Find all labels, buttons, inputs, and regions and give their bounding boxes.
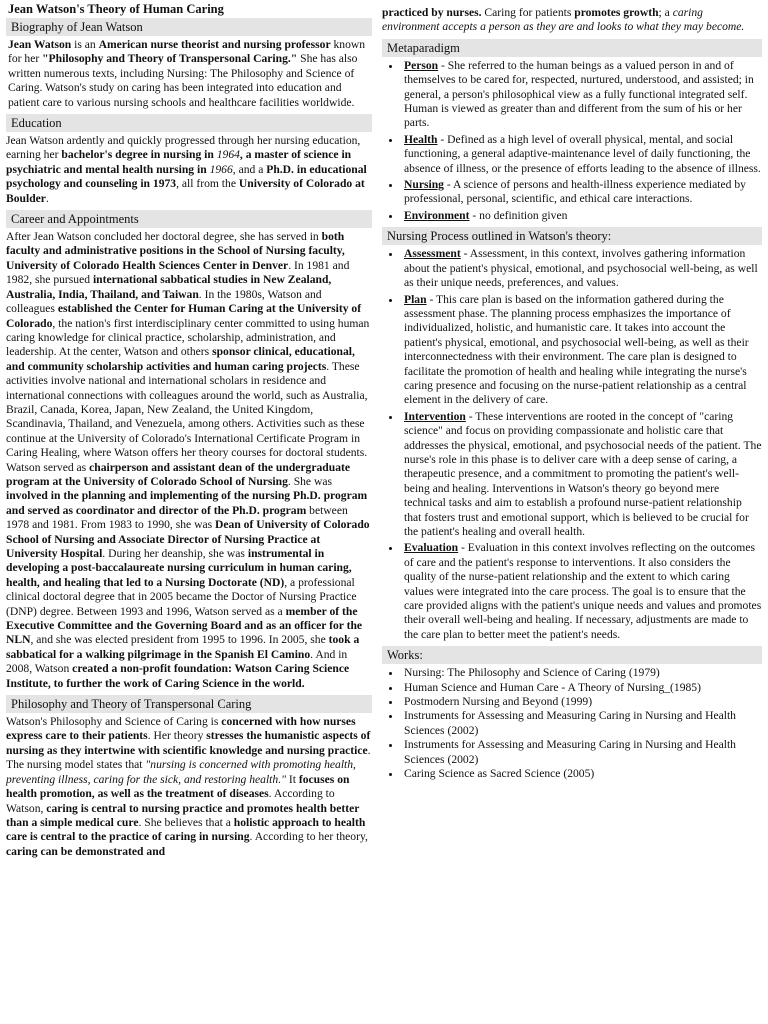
list-item-term: Health xyxy=(404,132,438,146)
list-item-term: Evaluation xyxy=(404,541,459,555)
philosophy-continuation: practiced by nurses. Caring for patients promotes growth; a caring environment accepts a person as they are and looks to what they may become. xyxy=(382,6,745,34)
list-item-term: Nursing xyxy=(404,178,444,192)
list-item-term: Environment xyxy=(404,208,470,222)
works-list-item: • Human Science and Human Care - A Theory of Nursing_(1985) xyxy=(402,681,762,695)
biography-paragraph: Jean Watson is an American nurse theorist and nursing professor known for her "Philosophy and Theory of Transpersonal Caring." She has also written numerous texts, including Nursing: The Philosophy and Science of Caring. Watson's study on caring has been integrated into education and patient care to various nursing schools and healthcare facilities worldwide. xyxy=(8,38,366,109)
section-heading-works: Works: xyxy=(382,646,762,664)
education-paragraph: Jean Watson ardently and quickly progressed through her nursing education, earning her bachelor's degree in nursing in 1964, a master of science in psychiatric and mental health nursing in 1966, and a Ph.D. in educational psychology and counseling in 1973, all from the University of Colorado at Boulder. xyxy=(6,134,367,205)
left-column xyxy=(6,0,372,863)
list-item-term: Assessment xyxy=(404,247,461,261)
right-column xyxy=(382,0,762,786)
section-heading-nursing-process: Nursing Process outlined in Watson's theory: xyxy=(382,227,762,245)
list-item: • Health - Defined as a high level of overall physical, mental, and social functioning, a general adaptive-maintenance level of daily functioning, the absence of illness, or the presence of efforts leading to the absence of illness. xyxy=(402,133,762,176)
works-list-item: • Instruments for Assessing and Measuring Caring in Nursing and Health Sciences (2002) xyxy=(402,738,762,767)
section-heading-career: Career and Appointments xyxy=(6,210,372,228)
list-item: • Person - She referred to the human beings as a valued person in and of themselves to be cared for, respected, nurtured, understood, and assisted; in general, a person's philosophical view as a fully functional integrated self. Human is viewed as greater than and different from the sum of his or her parts. xyxy=(402,59,762,131)
nursing-process-list xyxy=(382,247,762,642)
metaparadigm-list xyxy=(382,59,762,223)
works-list-item: • Instruments for Assessing and Measuring Caring in Nursing and Health Sciences (2002) xyxy=(402,709,762,738)
career-paragraph: After Jean Watson concluded her doctoral degree, she has served in both faculty and administrative positions in the School of Nursing faculty, University of Colorado Health Sciences Center in Denver. In 1981 and 1982, she pursued international sabbatical studies in New Zealand, Australia, India, Thailand, and Taiwan. In the 1980s, Watson and colleagues established the Center for Human Caring at the University of Colorado, the nation's first interdisciplinary center committed to using human caring knowledge for clinical practice, scholarship, administration, and leadership. At the center, Watson and others sponsor clinical, educational, and community scholarship activities and human caring projects. These activities involve national and international scholars in residence and international connections with colleagues around the world, such as Australia, Brazil, Canada, Korea, Japan, New Zealand, the United Kingdom, Scandinavia, Thailand, and Venezuela, among others. Activities such as these continue at the University of Colorado's International Certificate Program in Caring Healing, where Watson offers her theory courses for doctoral students. Watson served as chairperson and assistant dean of the undergraduate program at the University of Colorado School of Nursing. She was involved in the planning and implementing of the nursing Ph.D. program and served as coordinator and director of the Ph.D. program between 1978 and 1981. From 1983 to 1990, she was Dean of University of Colorado School of Nursing and Associate Director of Nursing Practice at University Hospital. During her deanship, she was instrumental in developing a post-baccalaureate nursing curriculum in human caring, health, and healing that led to a Nursing Doctorate (ND), a professional clinical doctoral degree that in 2005 became the Doctor of Nursing Practice (DNP) degree. Between 1993 and 1996, Watson served as a member of the Executive Committee and the Governing Board and as an officer for the NLN, and she was elected president from 1995 to 1996. In 2005, she took a sabbatical for a walking pilgrimage in the Spanish El Camino. And in 2008, Watson created a non-profit foundation: Watson Caring Science Institute, to further the work of Caring Science in the world. xyxy=(6,230,370,690)
section-heading-metaparadigm: Metaparadigm xyxy=(382,39,762,57)
list-item-term: Person xyxy=(404,58,439,72)
list-item: • Evaluation - Evaluation in this context involves reflecting on the outcomes of care and the patient's response to interventions. It also considers the quality of the nurse-patient relationship and the extent to which caring values were integrated into the care process. The goal is to ensure that the care provided aligns with the patient's unique needs and values and promotes their overall well-being and healing. If necessary, adjustments are made to the care plan to better meet the patient's needs. xyxy=(402,541,762,642)
philosophy-paragraph: Watson's Philosophy and Science of Caring is concerned with how nurses express care to their patients. Her theory stresses the humanistic aspects of nursing as they intertwine with scientific knowledge and nursing practice. The nursing model states that "nursing is concerned with promoting health, preventing illness, caring for the sick, and restoring health." It focuses on health promotion, as well as the treatment of diseases. According to Watson, caring is central to nursing practice and promotes health better than a simple medical cure. She believes that a holistic approach to health care is central to the practice of caring in nursing. According to her theory, caring can be demonstrated and xyxy=(6,715,371,858)
list-item-term: Plan xyxy=(404,292,427,306)
list-item: • Nursing - A science of persons and health-illness experience mediated by professional, personal, scientific, and ethical care interactions. xyxy=(402,178,762,207)
works-list-item: • Postmodern Nursing and Beyond (1999) xyxy=(402,695,762,709)
section-heading-biography: Biography of Jean Watson xyxy=(6,18,372,36)
section-heading-philosophy: Philosophy and Theory of Transpersonal Caring xyxy=(6,695,372,713)
list-item: • Environment - no definition given xyxy=(402,209,762,223)
works-list xyxy=(382,666,762,781)
works-list-item: • Caring Science as Sacred Science (2005) xyxy=(402,767,762,781)
list-item: • Intervention - These interventions are rooted in the concept of "caring science" and focus on providing compassionate and holistic care that addresses the physical, emotional, and psychosocial needs of the patient. The nurse's role in this phase is to deliver care with a deep sense of caring, a therapeutic presence, and a commitment to promoting the patient's well-being and healing. Interventions in Watson's theory go beyond mere technical tasks and aim to establish a profound nurse-patient relationship that fosters trust and emotional support, which is believed to be crucial for the patient's healing and overall health. xyxy=(402,410,762,540)
list-item: • Assessment - Assessment, in this context, involves gathering information about the patient's physical, emotional, and psychosocial well-being, as well as their unique needs, preferences, and values. xyxy=(402,247,762,290)
list-item: • Plan - This care plan is based on the information gathered during the assessment phase. The planning process emphasizes the importance of individualized, holistic, and humanistic care. It takes into account the patient's physical, emotional, and psychosocial well-being, as well as their interconnectedness with their environment. The care plan is designed to facilitate the promotion of health and healing while integrating the nurse's caring presence and focusing on the nurse-patient relationship as a central element in the delivery of care. xyxy=(402,293,762,408)
document-title: Jean Watson's Theory of Human Caring xyxy=(8,2,224,16)
works-list-item: • Nursing: The Philosophy and Science of Caring (1979) xyxy=(402,666,762,680)
list-item-term: Intervention xyxy=(404,409,466,423)
section-heading-education: Education xyxy=(6,114,372,132)
